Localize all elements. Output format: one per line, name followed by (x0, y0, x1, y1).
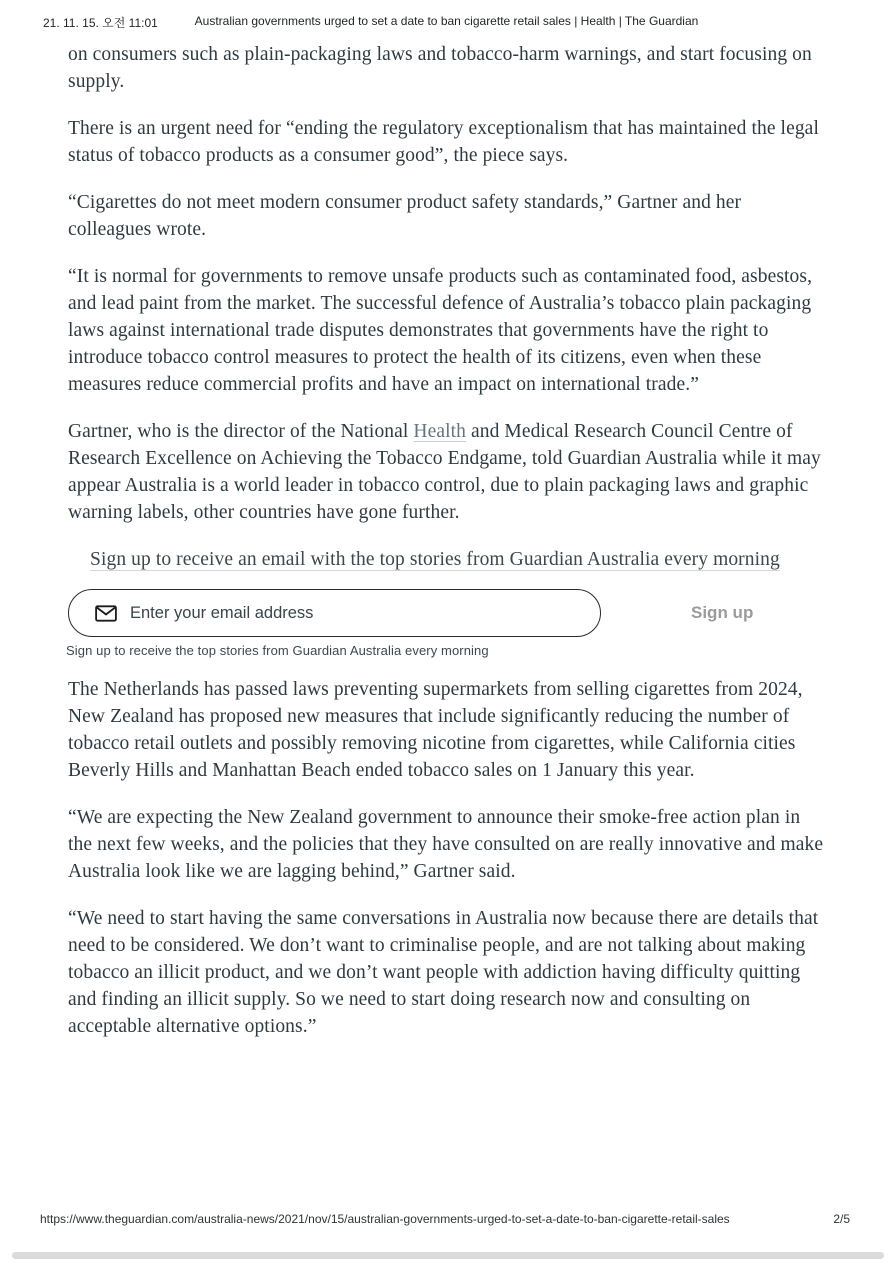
scan-artifact-bar (12, 1252, 884, 1259)
article-paragraph: on consumers such as plain-packaging laws and tobacco-harm warnings, and start focusing on supply. (68, 44, 812, 92)
article-body (68, 41, 828, 1060)
newsletter-signup-block (68, 546, 828, 658)
health-section-link[interactable]: Health (413, 421, 466, 442)
print-header (0, 14, 893, 28)
envelope-icon (95, 605, 117, 622)
newsletter-signup-heading-link[interactable]: Sign up to receive an email with the top stories from Guardian Australia every morning (90, 549, 780, 570)
article-paragraph: “We are expecting the New Zealand government to announce their smoke-free action plan in the next few weeks, and the policies that they have consulted on are really innovative and make Australia look like we are lagging behind,” Gartner said. (68, 807, 824, 882)
signup-caption: Sign up to receive the top stories from Guardian Australia every morning (66, 643, 489, 658)
signup-button[interactable]: Sign up (691, 603, 754, 622)
email-input[interactable] (130, 590, 600, 636)
print-timestamp: 21. 11. 15. 오전 11:01 (43, 16, 158, 30)
article-paragraph: The Netherlands has passed laws preventing supermarkets from selling cigarettes from 2024, New Zealand has proposed new measures that include significantly reducing the number of tobacco retail outlets and possibly removing nicotine from cigarettes, while California cities Beverly Hills and Manhattan Beach ended tobacco sales on 1 January this year. (68, 679, 803, 781)
article-paragraph: “We need to start having the same conversations in Australia now because there are details that need to be considered. We don’t want to criminalise people, and are not talking about making tobacco an illicit product, and we don’t want people with addiction having difficulty quitting and finding an illicit supply. So we need to start doing research now and consulting on acceptable alternative options.” (68, 908, 819, 1037)
footer-url: https://www.theguardian.com/australia-news/2021/nov/15/australian-governments-urged-to-set-a-date-to-ban-cigarette-retail-sales (40, 1212, 730, 1226)
article-paragraph: There is an urgent need for “ending the regulatory exceptionalism that has maintained the legal status of tobacco products as a consumer good”, the piece says. (68, 118, 819, 166)
email-input-container (68, 589, 601, 637)
article-paragraph: “It is normal for governments to remove unsafe products such as contaminated food, asbestos, and lead paint from the market. The successful defence of Australia’s tobacco plain packaging laws against international trade disputes demonstrates that governments have the right to introduce tobacco control measures to protect the health of its citizens, even when these measures reduce commercial profits and have an impact on international trade.” (68, 266, 813, 395)
page-title: Australian governments urged to set a date to ban cigarette retail sales | Health | The Guardian (194, 14, 699, 28)
article-paragraph: “Cigarettes do not meet modern consumer product safety standards,” Gartner and her colleagues wrote. (68, 192, 742, 240)
paragraph-text: and Medical Research Council Centre of Research Excellence on Achieving the Tobacco Endgame, told Guardian Australia while it may appear Australia is a world leader in tobacco control, due to plain packaging laws and graphic warning labels, other countries have gone further. (68, 421, 821, 523)
article-paragraph-gartner (68, 418, 828, 526)
newsletter-signup-form (68, 589, 828, 637)
page-number: 2/5 (833, 1212, 850, 1226)
paragraph-text: Gartner, who is the director of the National (68, 421, 414, 442)
